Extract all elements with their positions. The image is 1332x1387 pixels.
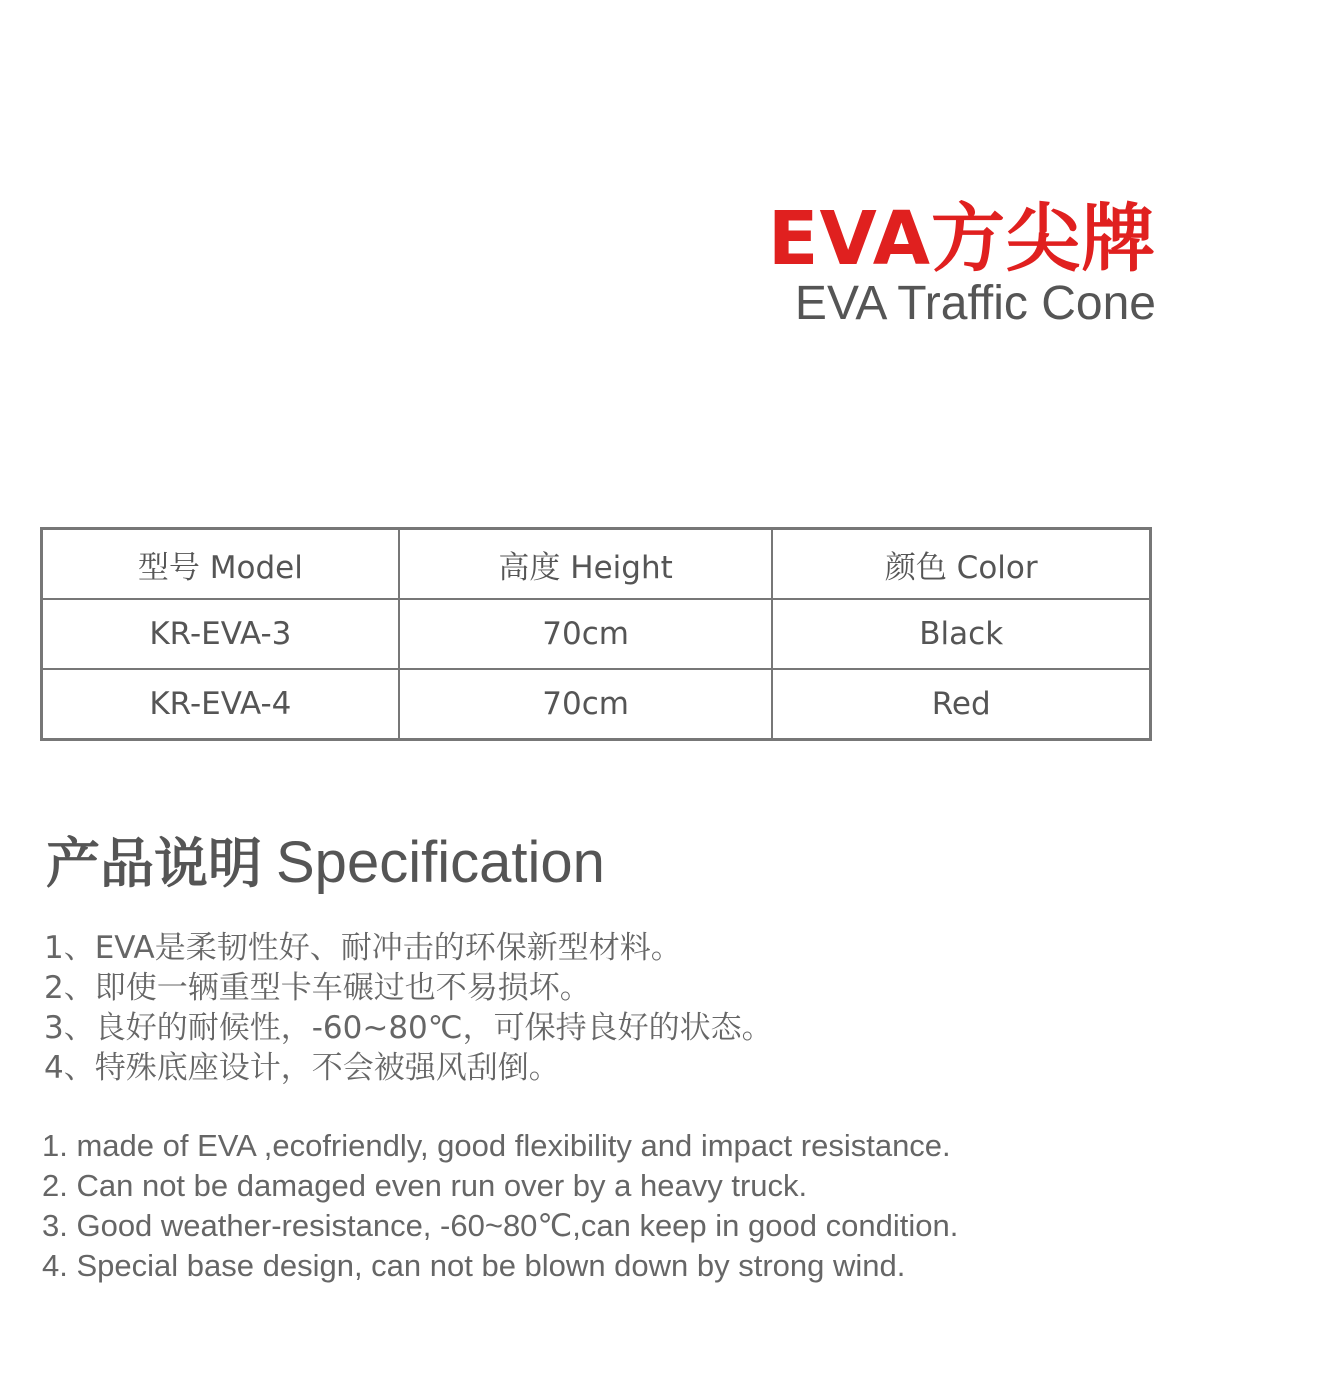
product-title-cn: EVA方尖牌: [767, 196, 1156, 282]
specification-list-cn: [44, 928, 773, 1088]
cell-height: 70cm: [399, 669, 773, 740]
cell-color: Black: [772, 599, 1150, 669]
specification-heading-en: Specification: [276, 830, 605, 895]
list-item: 3. Good weather-resistance, -60~80℃,can keep in good condition.: [42, 1208, 959, 1243]
list-item: 4、特殊底座设计，不会被强风刮倒。: [44, 1050, 560, 1086]
product-title-en: EVA Traffic Cone: [794, 277, 1156, 330]
specification-heading: [46, 828, 605, 913]
list-item: 1、EVA是柔韧性好、耐冲击的环保新型材料。: [44, 930, 682, 966]
header-height: 高度 Height: [399, 529, 773, 600]
cell-height: 70cm: [399, 599, 773, 669]
specification-list-en: [42, 1126, 958, 1286]
list-item: 2、即使一辆重型卡车碾过也不易损坏。: [44, 970, 591, 1006]
list-item: 1. made of EVA ,ecofriendly, good flexibility and impact resistance.: [42, 1128, 951, 1163]
header-model: 型号 Model: [42, 529, 399, 600]
header-color: 颜色 Color: [772, 529, 1150, 600]
model-table: [40, 527, 1152, 741]
product-title-block: [768, 196, 1156, 330]
table-header-row: [42, 529, 1151, 600]
list-item: 2. Can not be damaged even run over by a heavy truck.: [42, 1168, 808, 1203]
cell-model: KR-EVA-3: [42, 599, 399, 669]
table-row: [42, 599, 1151, 669]
list-item: 3、良好的耐候性，-60~80℃，可保持良好的状态。: [44, 1010, 773, 1046]
cell-color: Red: [772, 669, 1150, 740]
cell-model: KR-EVA-4: [42, 669, 399, 740]
specification-heading-cn: 产品说明: [46, 832, 262, 895]
table-row: [42, 669, 1151, 740]
list-item: 4. Special base design, can not be blown down by strong wind.: [42, 1248, 906, 1283]
